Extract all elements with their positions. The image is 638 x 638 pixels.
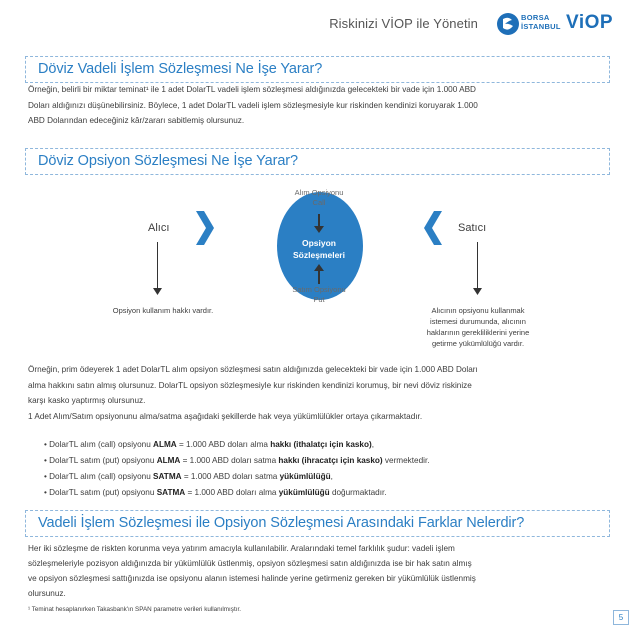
section3-line: olursunuz. (28, 589, 66, 598)
bullet-bold: SATMA (153, 472, 182, 481)
logo-wordmark (521, 13, 561, 31)
put-option-line: Put (313, 295, 325, 304)
option-bullet-list (44, 437, 430, 501)
put-option-label (282, 285, 356, 305)
call-option-label (282, 188, 356, 208)
section3-paragraph (28, 541, 610, 601)
section2-title: Döviz Opsiyon Sözleşmesi Ne İşe Yarar? (38, 153, 298, 169)
bullet-text: vermektedir. (382, 456, 430, 465)
section3-line: ve opsiyon sözleşmesi sattığınızda ise opsiyonu alanın istemesi halinde yerine getirmeniz gereken bir yükümlülük üstlenmiş (28, 574, 476, 583)
section1-line: Örneğin, belirli bir miktar teminat¹ ile 1 adet DolarTL vadeli işlem sözleşmesi aldığınızda gelecekteki bir vade için 1.000 ABD (28, 85, 476, 94)
call-arrowhead-icon (314, 226, 324, 233)
page-number: 5 (613, 610, 629, 625)
seller-text-line: Alıcının opsiyonu kullanmak (431, 306, 525, 315)
logo-borsa: BORSA (521, 13, 550, 22)
chevron-left-icon (424, 211, 442, 245)
bullet-bold: yükümlülüğü (278, 488, 330, 497)
option-contracts-line: Sözleşmeleri (293, 250, 345, 260)
bullet-bold: SATMA (156, 488, 186, 497)
bullet-text: = 1.000 ABD doları alma (176, 440, 271, 449)
bullet-text: , (371, 440, 374, 449)
seller-arrowhead-icon (473, 288, 482, 295)
viop-logo: ViOP (566, 12, 614, 33)
buyer-text: Opsiyon kullanım hakkı vardır. (112, 306, 214, 315)
section1-title: Döviz Vadeli İşlem Sözleşmesi Ne İşe Yarar? (38, 61, 323, 77)
seller-text-line: getirme yükümlülüğü vardır. (431, 339, 525, 348)
bullet-item (44, 453, 430, 469)
section1-line: Doları aldığınızı düşünebilirsiniz. Böylece, 1 adet DolarTL vadeli işlem sözleşmesiyle kur riskinden kendinizi koruyarak 1.000 (28, 100, 478, 110)
seller-text-line: istemesi durumunda, alıcının (430, 317, 526, 326)
borsa-istanbul-logo-icon (496, 12, 520, 36)
bullet-text: = 1.000 ABD doları alma (185, 488, 279, 497)
seller-down-line (477, 242, 478, 290)
buyer-down-line (157, 242, 158, 290)
section2-line: alma hakkını satın almış olursunuz. DolarTL opsiyon sözleşmesiyle kur riskinden kendinizi korumuş, bir nevi döviz riskinize (28, 380, 472, 390)
seller-text (400, 305, 556, 349)
seller-text-line: haklarının gerekliliklerini yerine (426, 328, 530, 337)
seller-label: Satıcı (458, 222, 487, 234)
chevron-right-icon (196, 211, 214, 245)
bullet-bold: ALMA (156, 456, 181, 465)
section3-title: Vadeli İşlem Sözleşmesi ile Opsiyon Sözleşmesi Arasındaki Farklar Nelerdir? (38, 515, 525, 531)
bullet-text: • DolarTL satım (put) opsiyonu (44, 456, 157, 465)
bullet-text: = 1.000 ABD doları satma (181, 472, 280, 481)
bullet-item (44, 469, 430, 485)
page-header (0, 0, 638, 44)
option-contracts-line: Opsiyon (301, 238, 336, 248)
section3-line: Her iki sözleşme de riskten korunma veya yatırım amacıyla kullanılabilir. Aralarındaki temel farklılık şudur: vadeli işlem (28, 544, 455, 553)
buyer-arrowhead-icon (153, 288, 162, 295)
logo-istanbul: İSTANBUL (521, 22, 561, 31)
bullet-bold: ALMA (153, 440, 177, 449)
buyer-label: Alıcı (148, 222, 170, 234)
option-contracts-label (282, 237, 356, 261)
bullet-bold: hakkı (ithalatçı için kasko) (270, 440, 372, 449)
bullet-bold: yükümlülüğü (279, 472, 331, 481)
bullet-text: doğurmaktadır. (329, 488, 387, 497)
section2-paragraph (28, 362, 610, 424)
bullet-text: , (330, 472, 333, 481)
section1-paragraph (28, 82, 610, 129)
bullet-bold: hakkı (ihracatçı için kasko) (278, 456, 383, 465)
bullet-text: • DolarTL satım (put) opsiyonu (44, 488, 157, 497)
section3-line: sözleşmeleriyle pozisyon aldığınızda bir yükümlülük üstlenmiş, opsiyon sözleşmesi satın aldığınızda ise bir hak satın almış (28, 559, 472, 568)
bullet-item (44, 485, 430, 501)
footnote: ¹ Teminat hesaplanırken Takasbank'ın SPAN parametre verileri kullanılmıştır. (28, 606, 241, 613)
bullet-item (44, 437, 430, 453)
bullet-text: • DolarTL alım (call) opsiyonu (44, 472, 154, 481)
section2-line: 1 Adet Alım/Satım opsiyonunu alma/satma aşağıdaki şekillerde hak veya yükümlülükler ortaya çıkarmaktadır. (28, 411, 423, 421)
call-option-line: Call (312, 198, 326, 207)
call-option-line: Alım Opsiyonu (294, 188, 344, 197)
section1-line: ABD Dolarından edeceğiniz kâr/zararı sabitlemiş olursunuz. (28, 116, 245, 125)
section2-line: Örneğin, prim ödeyerek 1 adet DolarTL alım opsiyon sözleşmesi satın aldığınızda gelecekteki bir vade için 1.000 ABD Doları (28, 365, 478, 374)
bullet-text: • DolarTL alım (call) opsiyonu (44, 440, 154, 449)
bullet-text: = 1.000 ABD doları satma (180, 456, 279, 465)
header-title: Riskinizi VİOP ile Yönetin (329, 16, 478, 31)
section2-line: karşı kasko yaptırmış olursunuz. (28, 396, 146, 405)
put-up-arrow-icon (318, 270, 320, 284)
put-option-line: Satım Opsiyonu (292, 285, 346, 294)
